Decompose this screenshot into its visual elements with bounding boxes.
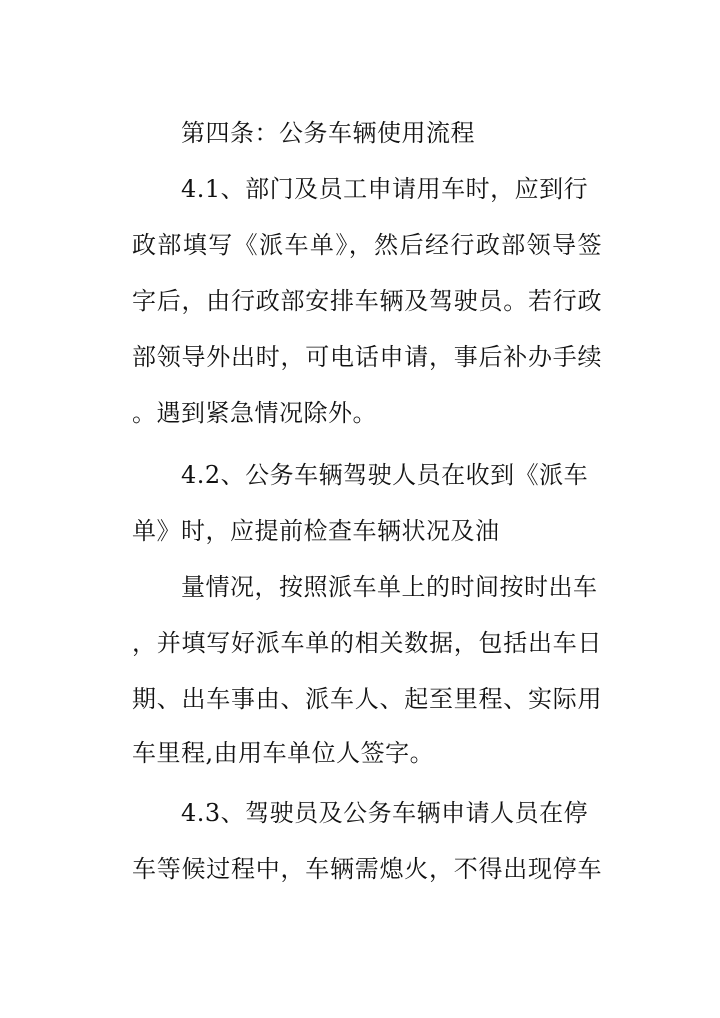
paragraph-4-1-line-5: 。遇到紧急情况除外。 [132, 399, 377, 427]
paragraph-4-2b-line-2: ，并填写好派车单的相关数据，包括出车日 [132, 629, 602, 657]
paragraph-4-3-line-1: 4.3、驾驶员及公务车辆申请人员在停 [181, 799, 589, 827]
paragraph-4-1-line-3: 字后，由行政部安排车辆及驾驶员。若行政 [132, 287, 602, 315]
paragraph-4-2-line-2: 单》时，应提前检查车辆状况及油 [132, 517, 500, 545]
paragraph-4-2b-line-1: 量情况，按照派车单上的时间按时出车 [181, 573, 598, 601]
paragraph-4-1-line-2: 政部填写《派车单》，然后经行政部领导签 [132, 231, 602, 259]
paragraph-4-1-line-1: 4.1、部门及员工申请用车时，应到行 [181, 175, 589, 203]
paragraph-4-2b-line-4: 车里程,由用车单位人签字。 [132, 739, 435, 767]
paragraph-4-2-line-1: 4.2、公务车辆驾驶人员在收到《派车 [181, 461, 589, 489]
paragraph-4-3-line-2: 车等候过程中，车辆需熄火，不得出现停车 [132, 855, 602, 883]
paragraph-4-2b-line-3: 期、出车事由、派车人、起至里程、实际用 [132, 685, 602, 713]
article-heading: 第四条：公务车辆使用流程 [181, 119, 475, 147]
paragraph-4-1-line-4: 部领导外出时，可电话申请，事后补办手续 [132, 343, 602, 371]
